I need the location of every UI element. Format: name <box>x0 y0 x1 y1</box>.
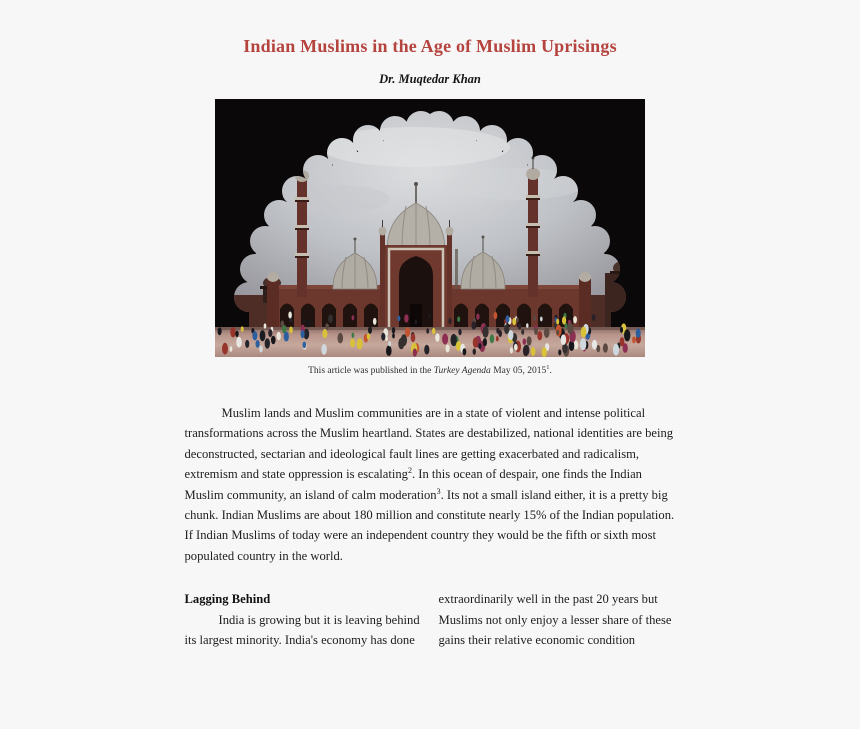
caption-journal-name: Turkey Agenda <box>433 366 491 376</box>
footnote-marker-3: 3 <box>436 486 441 496</box>
intro-text-3: . Its not a small island either, it is a pretty big chunk. Indian Muslims are about 180 million and constitute nearly 15% of the Indian population. If Indian Muslims of today were an independent country they would be the fifth or sixth most populated country in the world. <box>184 487 675 563</box>
two-column-section <box>185 589 676 650</box>
caption-text: This article was published in the <box>308 366 434 376</box>
intro-text-1: Muslim lands and Muslim communities are in a state of violent and intense political transformations across the Muslim heartland. States are destabilized, national identities are being deconstructed, sectarian and ideological fault lines are getting exacerbated and radicalism, extremism and state oppression is escalating <box>184 406 674 482</box>
section-heading: Lagging Behind <box>184 592 271 607</box>
page-title: Indian Muslims in the Age of Muslim Uprisings <box>243 36 617 56</box>
intro-paragraph <box>185 403 676 566</box>
corner-dome-left <box>267 272 279 282</box>
scaffolding <box>455 249 458 289</box>
caption-period: . <box>549 366 552 376</box>
minaret-left <box>295 159 309 298</box>
footnote-marker-1: 1 <box>546 363 550 371</box>
author-byline: Dr. Muqtedar Khan <box>379 72 481 86</box>
footnote-marker-2: 2 <box>407 466 412 476</box>
column-left-text: India is growing but it is leaving behind its largest minority. India's economy has done <box>184 612 420 648</box>
column-right-text: extraordinarily well in the past 20 years but Muslims not only enjoy a lesser share of these gains their relative economic condition <box>438 592 672 648</box>
courtyard-edge <box>215 327 645 330</box>
caption-date: May 05, 2015 <box>490 366 547 376</box>
corner-dome-right <box>579 272 591 282</box>
column-right <box>439 589 675 650</box>
minaret-right <box>526 157 540 298</box>
intro-text-2: . In this ocean of despair, one finds the Indian Muslim community, an island of calm moderation <box>184 467 642 502</box>
mosque-photo-illustration <box>215 99 645 357</box>
article-photo <box>215 99 645 357</box>
photo-caption <box>0 363 860 376</box>
column-left <box>185 589 421 650</box>
